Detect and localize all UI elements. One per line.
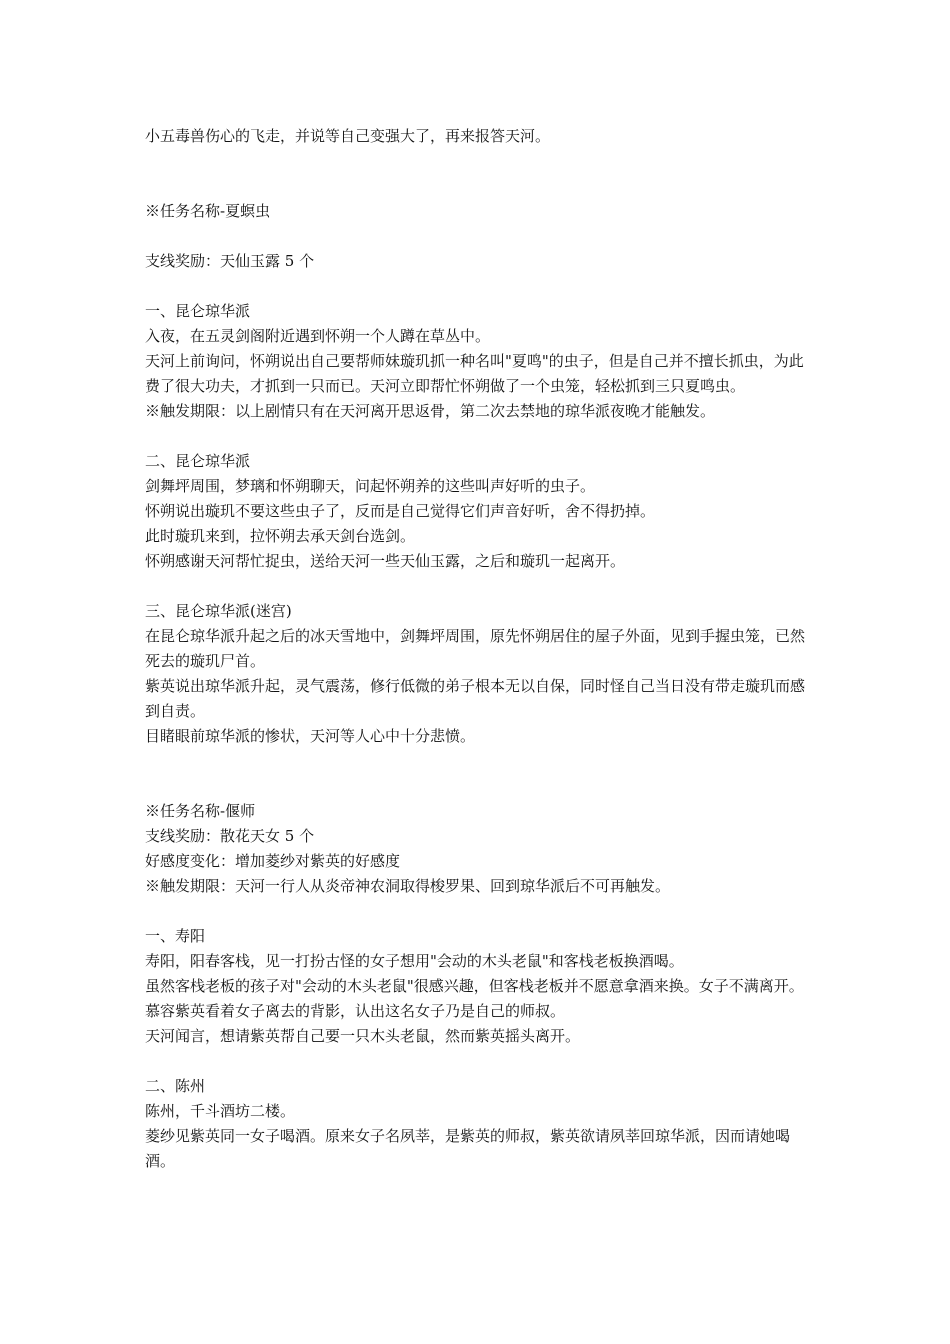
quest-limit: ※触发期限：天河一行人从炎帝神农洞取得梭罗果、回到琼华派后不可再触发。	[145, 877, 671, 895]
quest-title: ※任务名称-偃师	[145, 802, 256, 820]
paragraph: 天河闻言，想请紫英帮自己要一只木头老鼠，然而紫英摇头离开。	[145, 1027, 581, 1045]
paragraph: 入夜，在五灵剑阁附近遇到怀朔一个人蹲在草丛中。	[145, 327, 491, 345]
paragraph: 目睹眼前琼华派的惨状，天河等人心中十分悲愤。	[145, 727, 476, 745]
paragraph: 此时璇玑来到，拉怀朔去承天剑台选剑。	[145, 527, 416, 545]
paragraph: 怀朔说出璇玑不要这些虫子了，反而是自己觉得它们声音好听，舍不得扔掉。	[145, 502, 656, 520]
section-heading: 一、寿阳	[145, 927, 206, 945]
spacer	[145, 899, 815, 924]
paragraph: 虽然客栈老板的孩子对"会动的木头老鼠"很感兴趣，但客栈老板并不愿意拿酒来换。女子不满离开。	[145, 977, 804, 995]
quest-affection: 好感度变化：增加菱纱对紫英的好感度	[145, 852, 401, 870]
paragraph: 在昆仑琼华派升起之后的冰天雪地中，剑舞坪周围，原先怀朔居住的屋子外面，见到手握虫笼，已然死去的璇玑尸首。	[145, 627, 806, 670]
quest-reward: 支线奖励：天仙玉露 5 个	[145, 252, 315, 270]
spacer	[145, 424, 815, 449]
section-heading: 二、昆仑琼华派	[145, 452, 251, 470]
section-heading: 二、陈州	[145, 1077, 206, 1095]
quest-reward: 支线奖励：散花天女 5 个	[145, 827, 315, 845]
paragraph: 寿阳，阳春客栈，见一打扮古怪的女子想用"会动的木头老鼠"和客栈老板换酒喝。	[145, 952, 684, 970]
section-heading: 三、昆仑琼华派(迷宫)	[145, 602, 292, 620]
document-body	[145, 124, 815, 1174]
paragraph: ※触发期限：以上剧情只有在天河离开思返骨，第二次去禁地的琼华派夜晚才能触发。	[145, 402, 716, 420]
spacer	[145, 224, 815, 249]
spacer	[145, 149, 815, 199]
spacer	[145, 749, 815, 799]
paragraph: 菱纱见紫英同一女子喝酒。原来女子名夙莘，是紫英的师叔，紫英欲请夙莘回琼华派，因而请她喝酒。	[145, 1127, 791, 1170]
paragraph: 陈州，千斗酒坊二楼。	[145, 1102, 296, 1120]
paragraph: 慕容紫英看着女子离去的背影，认出这名女子乃是自己的师叔。	[145, 1002, 566, 1020]
spacer	[145, 274, 815, 299]
paragraph: 天河上前询问，怀朔说出自己要帮师妹璇玑抓一种名叫"夏鸣"的虫子，但是自己并不擅长抓虫，为此费了很大功夫，才抓到一只而已。天河立即帮忙怀朔做了一个虫笼，轻松抓到三只夏鸣虫。	[145, 352, 804, 395]
paragraph: 紫英说出琼华派升起，灵气震荡，修行低微的弟子根本无以自保，同时怪自己当日没有带走璇玑而感到自责。	[145, 677, 806, 720]
paragraph: 剑舞坪周围，梦璃和怀朔聊天，问起怀朔养的这些叫声好听的虫子。	[145, 477, 596, 495]
spacer	[145, 1049, 815, 1074]
paragraph: 怀朔感谢天河帮忙捉虫，送给天河一些天仙玉露，之后和璇玑一起离开。	[145, 552, 626, 570]
spacer	[145, 574, 815, 599]
quest-title: ※任务名称-夏螟虫	[145, 202, 271, 220]
section-heading: 一、昆仑琼华派	[145, 302, 251, 320]
intro-paragraph: 小五毒兽伤心的飞走，并说等自己变强大了，再来报答天河。	[145, 127, 551, 145]
